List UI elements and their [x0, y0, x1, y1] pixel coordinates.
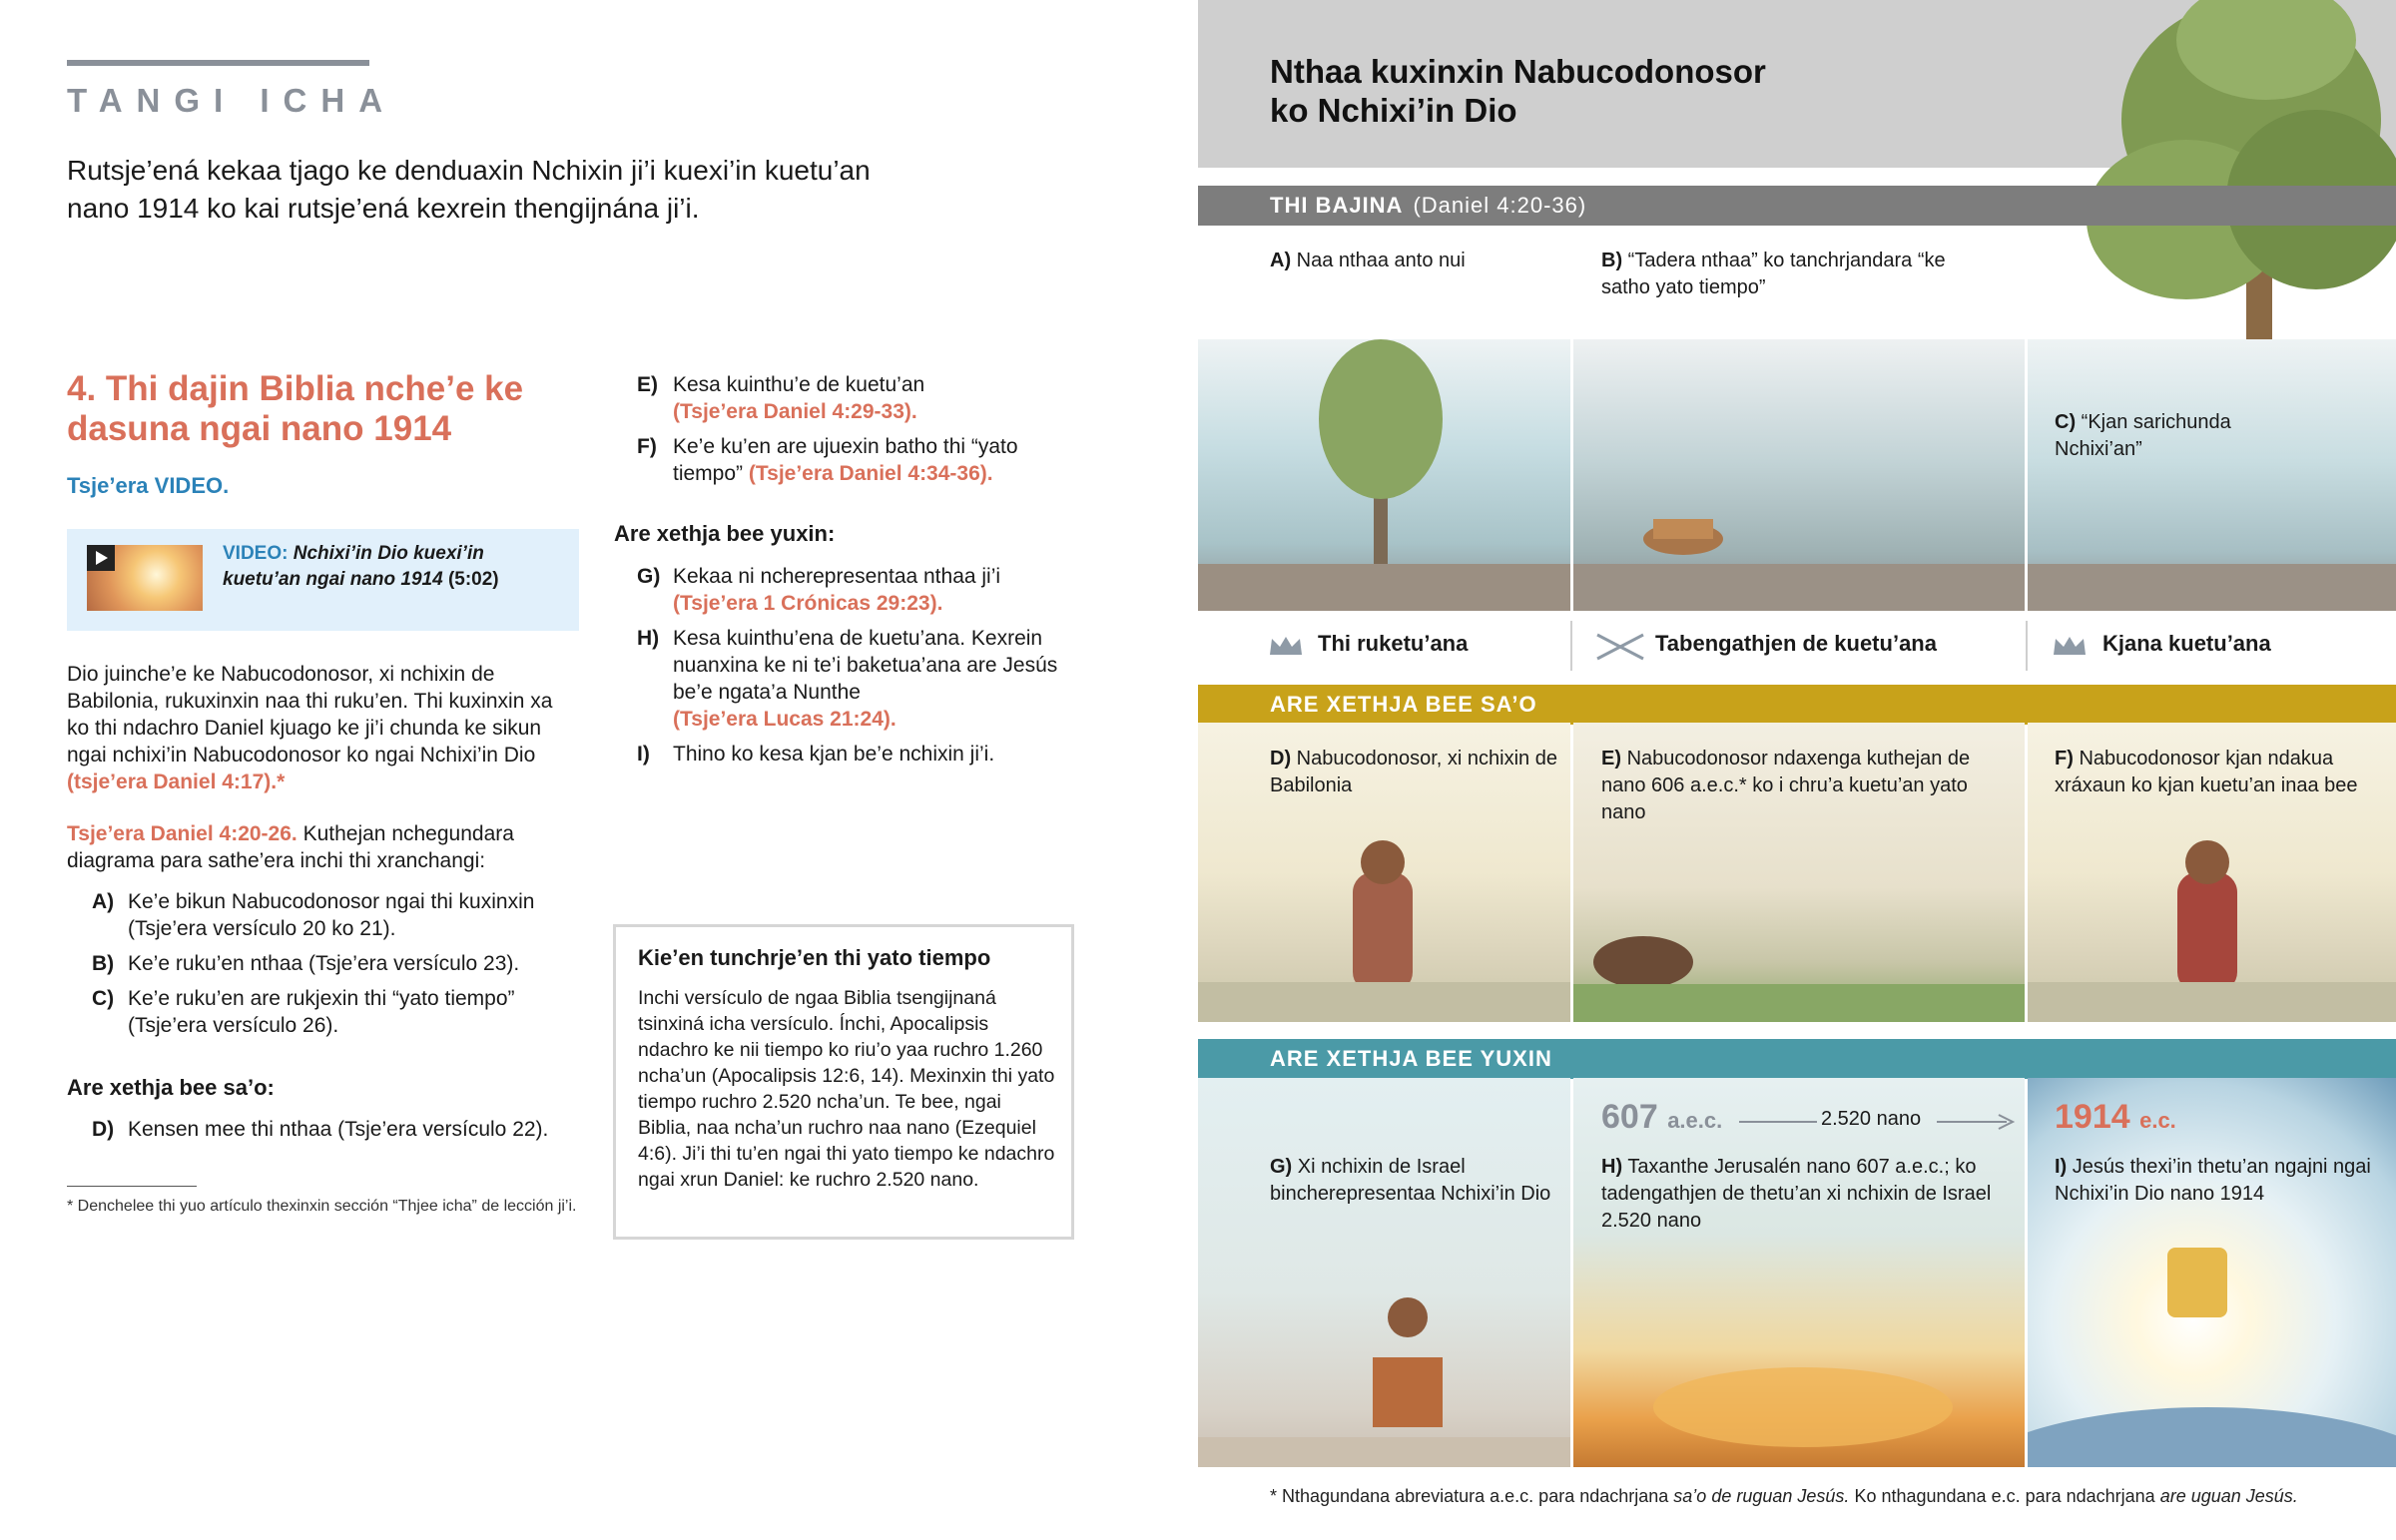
band-header: ARE XETHJA BEE YUXIN	[1198, 1039, 2396, 1079]
question-text: Thino ko kesa kjan be’e nchixin ji’i.	[673, 743, 995, 766]
label-text: Nabucodonosor, xi nchixin de Babilonia	[1270, 748, 1557, 796]
status-label: Tabengathjen de kuetu’ana	[1655, 631, 1937, 656]
video-title: Nchixi’in Dio kuexi’in kuetu’an ngai nano 1914	[223, 543, 484, 590]
label-text: Xi nchixin de Israel bincherepresentaa Nchixi’in Dio	[1270, 1156, 1551, 1205]
question-text: Ke’e ruku’en nthaa (Tsje’era versículo 23).	[128, 952, 520, 975]
year-607	[1601, 1098, 1722, 1137]
question-list	[92, 888, 581, 1047]
body-paragraph-2	[67, 820, 571, 874]
video-card[interactable]	[67, 529, 579, 631]
sidebar-body: Inchi versículo de ngaa Biblia tsengijnaná tsinxiná icha versículo. Ínchi, Apocalipsis ndachro ke nii tiempo ko riu’o yaa ruchro 1.260 ncha’un (Apocalipsis 12:6, 14). Mexinxin thi yato tiempo ruchro 2.520 ncha’un. Te bee, ngai Biblia, naa ncha’un ruchro naa nano (Ezequiel 4:6). Ji’i thi tu’en ngai thi yato tiempo ke ndachro ngai xrun Daniel: ke ruchro 2.520 nano.	[638, 987, 1055, 1191]
subheading: Are xethja bee sa’o:	[67, 1075, 275, 1100]
crown-icon	[2052, 635, 2088, 657]
broken-scepter-icon	[1595, 631, 1645, 661]
body-text: Dio juinche’e ke Nabucodonosor, xi nchixin de Babilonia, rukuxinxin naa thi ruku’en. Thi kuxinxin xa ko thi ndachro Daniel kjuago ke ji’i chunda ke sikun ngai nchixi’in Nabucodonosor ko ngai Nchixi’in Dio	[67, 663, 553, 767]
sidebar-box	[613, 924, 1074, 1240]
scripture-link[interactable]: (tsje’era Daniel 4:17).*	[67, 770, 286, 793]
band-reference: (Daniel 4:20-36)	[1413, 193, 1587, 218]
label-letter: E)	[1601, 748, 1621, 770]
scripture-link[interactable]: (Tsje’era 1 Crónicas 29:23).	[673, 592, 943, 615]
status-label: Kjana kuetu’ana	[2102, 631, 2271, 656]
question-item	[637, 625, 1096, 733]
kicker-label: TANGI ICHA	[67, 82, 397, 119]
video-thumbnail[interactable]	[87, 545, 203, 611]
label-d	[1270, 746, 1559, 799]
play-icon[interactable]	[87, 545, 115, 571]
body-text: Kuthejan nchegundara diagrama para sathe’era inchi thi xranchangi:	[67, 822, 514, 872]
tree-scene	[1198, 339, 1570, 611]
video-label: VIDEO:	[223, 543, 289, 564]
question-list	[637, 563, 1096, 775]
sidebar-title: Kie’en tunchrje’en thi yato tiempo	[638, 945, 991, 970]
label-letter: I)	[2055, 1156, 2068, 1178]
question-item	[637, 563, 1096, 617]
question-text: Ke’e bikun Nabucodonosor ngai thi kuxinxin (Tsje’era versículo 20 ko 21).	[128, 890, 535, 940]
question-text: Kesa kuinthu’ena de kuetu’ana. Kexrein nuanxina ke ni te’i baketua’ana are Jesús be’e ngata’a Nunthe	[673, 627, 1058, 704]
question-item	[92, 888, 581, 942]
label-text: Nabucodonosor ndaxenga kuthejan de nano 606 a.e.c.* ko i chru’a kuetu’an yato nano	[1601, 748, 1971, 823]
label-g	[1270, 1154, 1569, 1208]
top-rule	[67, 60, 369, 66]
question-letter: C)	[92, 987, 115, 1010]
arrow-right-icon	[1937, 1112, 2017, 1132]
footnote-text: Ko nthagundana e.c. para ndachrjana	[1854, 1486, 2155, 1506]
footnote-emphasis: are uguan Jesús.	[2159, 1486, 2298, 1506]
question-letter: I)	[637, 743, 650, 766]
label-h	[1601, 1154, 2001, 1235]
band-header: ARE XETHJA BEE SA’O	[1198, 685, 2396, 725]
question-letter: A)	[92, 890, 115, 913]
status-label: Thi ruketu’ana	[1318, 631, 1469, 656]
label-letter: B)	[1601, 250, 1623, 271]
stump-scene	[1573, 339, 2025, 611]
year-1914	[2055, 1098, 2176, 1137]
label-text: Jesús thexi’in thetu’an ngajni ngai Nchixi’in Dio nano 1914	[2055, 1156, 2371, 1205]
band-label: THI BAJINA	[1270, 193, 1404, 218]
question-item	[637, 371, 1076, 425]
panel-title-line: Nthaa kuxinxin Nabucodonosor	[1270, 53, 1766, 90]
label-letter: G)	[1270, 1156, 1293, 1178]
label-text: Taxanthe Jerusalén nano 607 a.e.c.; ko tadengathjen de thetu’an xi nchixin de Israel 2.520 nano	[1601, 1156, 1992, 1232]
label-letter: H)	[1601, 1156, 1623, 1178]
question-text: Ke’e ruku’en are rukjexin thi “yato tiempo” (Tsje’era versículo 26).	[128, 987, 515, 1037]
label-text: Nabucodonosor kjan ndakua xráxaun ko kjan kuetu’an inaa bee	[2055, 748, 2358, 796]
label-letter: C)	[2055, 411, 2077, 433]
footnote-text: * Nthagundana abreviatura a.e.c. para ndachrjana	[1270, 1486, 1669, 1506]
label-text: “Tadera nthaa” ko tanchrjandara “ke satho yato tiempo”	[1601, 250, 1946, 298]
scripture-link[interactable]: (Tsje’era Daniel 4:29-33).	[673, 400, 917, 423]
label-c	[2055, 409, 2244, 463]
label-letter: A)	[1270, 250, 1292, 271]
question-letter: D)	[92, 1118, 115, 1141]
label-letter: D)	[1270, 748, 1292, 770]
question-letter: G)	[637, 565, 661, 588]
scripture-link[interactable]: (Tsje’era Daniel 4:34-36).	[748, 462, 993, 485]
span-label: 2.520 nano	[1821, 1108, 1922, 1130]
question-list	[92, 1116, 551, 1151]
question-item	[92, 985, 581, 1039]
label-text: Naa nthaa anto nui	[1296, 250, 1466, 271]
label-letter: F)	[2055, 748, 2074, 770]
label-text: “Kjan sarichunda Nchixi’an”	[2055, 411, 2231, 460]
question-letter: H)	[637, 627, 660, 650]
era-label: a.e.c.	[1667, 1108, 1723, 1133]
footnote-emphasis: sa’o de ruguan Jesús.	[1673, 1486, 1850, 1506]
label-a	[1270, 248, 1509, 274]
video-caption[interactable]	[223, 541, 567, 593]
scripture-link[interactable]: Tsje’era Daniel 4:20-26.	[67, 822, 298, 845]
label-b	[1601, 248, 1961, 301]
question-text: Ke’e ku’en are ujuexin batho thi “yato tiempo”	[673, 435, 1018, 485]
crown-icon	[1268, 635, 1304, 657]
question-item	[92, 1116, 551, 1143]
subheading: Are xethja bee yuxin:	[614, 521, 836, 546]
question-letter: F)	[637, 435, 657, 458]
lesson-objective: Rutsje’ená kekaa tjago ke denduaxin Nchixin ji’i kuexi’in kuetu’an nano 1914 ko kai rutsje’ená kexrein thengijnána ji’i.	[67, 155, 871, 224]
year-value: 1914	[2055, 1098, 2130, 1136]
question-item	[637, 741, 1096, 768]
era-label: e.c.	[2139, 1108, 2176, 1133]
label-i	[2055, 1154, 2374, 1208]
label-f	[2055, 746, 2384, 799]
question-item	[637, 433, 1076, 487]
footnote-rule	[67, 1186, 197, 1187]
question-list	[637, 371, 1076, 495]
footnote	[1270, 1484, 2378, 1508]
question-letter: B)	[92, 952, 115, 975]
question-text: Kesa kuinthu’e de kuetu’an	[673, 373, 925, 396]
panel-title-line: ko Nchixi’in Dio	[1270, 92, 1517, 129]
year-value: 607	[1601, 1098, 1658, 1136]
scripture-link[interactable]: (Tsje’era Lucas 21:24).	[673, 708, 897, 731]
divider	[1570, 621, 1572, 671]
israel-king-scene	[1198, 1078, 1570, 1467]
question-item	[92, 950, 581, 977]
video-duration: (5:02)	[447, 569, 499, 590]
regrown-tree-scene	[2028, 339, 2396, 611]
body-paragraph-1	[67, 661, 571, 795]
question-letter: E)	[637, 373, 658, 396]
video-cue[interactable]: Tsje’era VIDEO.	[67, 473, 230, 498]
panel-title	[1270, 52, 1766, 130]
band-header	[1198, 186, 2396, 226]
footnote: * Denchelee thi yuo artículo thexinxin sección “Thjee icha” de lección ji’i.	[67, 1198, 577, 1215]
section-title: 4. Thi dajin Biblia nche’e ke dasuna ngai nano 1914	[67, 369, 524, 448]
divider	[2026, 621, 2028, 671]
label-e	[1601, 746, 1991, 826]
question-text: Kensen mee thi nthaa (Tsje’era versículo 22).	[128, 1118, 549, 1141]
question-text: Kekaa ni ncherepresentaa nthaa ji’i	[673, 565, 1001, 588]
arrow-line	[1739, 1112, 1819, 1132]
